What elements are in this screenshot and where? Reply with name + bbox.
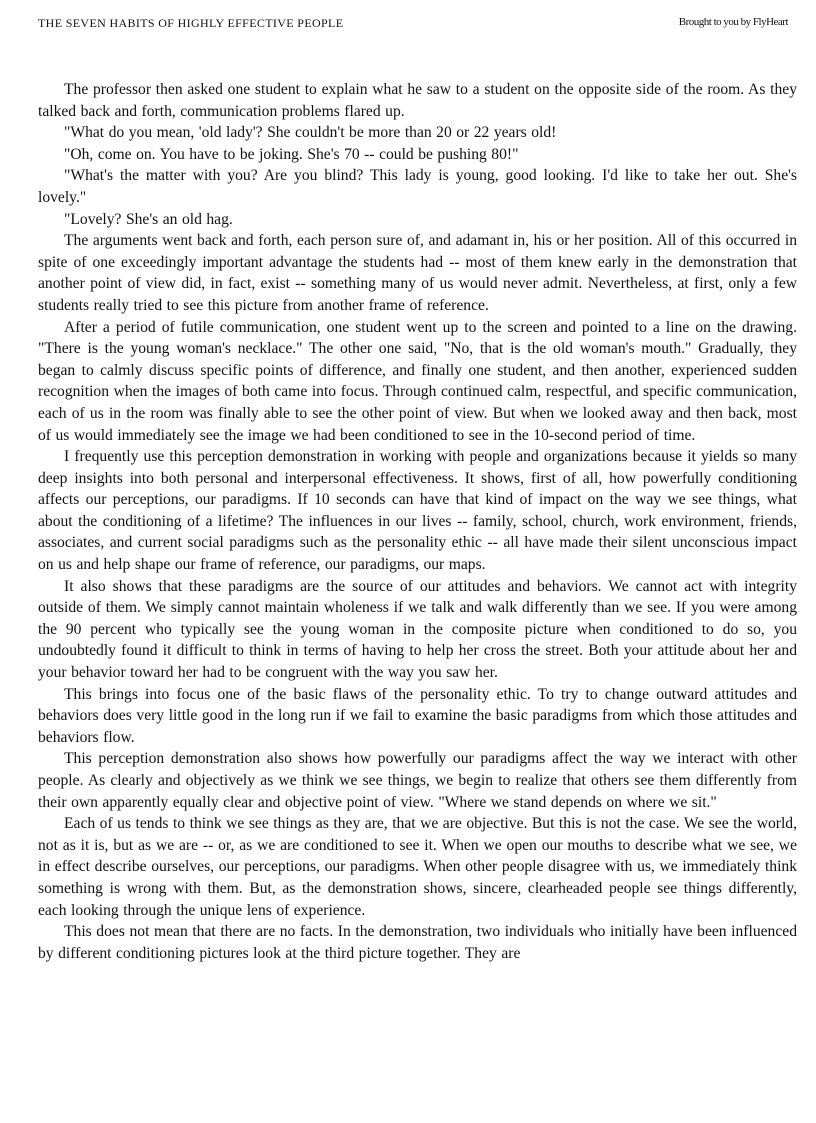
paragraph: I frequently use this perception demonstration in working with people and organizations because it yields so many deep insights into both personal and interpersonal effectiveness. It shows, first of all, how powerfully conditioning affects our perceptions, our paradigms. If 10 seconds can have that kind of impact on the way we see things, what about the conditioning of a lifetime? The influences in our lives -- family, school, church, work environment, friends, associates, and current social paradigms such as the personality ethic -- all have made their silent unconscious impact on us and help shape our frame of reference, our paradigms, our maps.: [38, 448, 797, 574]
page-header: [38, 16, 788, 36]
paragraph: "What's the matter with you? Are you blind? This lady is young, good looking. I'd like to take her out. She's lovely.": [38, 167, 797, 206]
paragraph: "Lovely? She's an old hag.: [64, 210, 233, 228]
paragraph: The arguments went back and forth, each person sure of, and adamant in, his or her position. All of this occurred in spite of one exceedingly important advantage the students had -- most of them knew early in the demonstration that another point of view did, in fact, exist -- something many of us would never admit. Nevertheless, at first, only a few students really tried to see this picture from another frame of reference.: [38, 232, 797, 314]
paragraph: This brings into focus one of the basic flaws of the personality ethic. To try to change outward attitudes and behaviors does very little good in the long run if we fail to examine the basic paradigms from which those attitudes and behaviors flow.: [38, 685, 797, 746]
credit-line: Brought to you by FlyHeart: [678, 16, 788, 28]
book-title: THE SEVEN HABITS OF HIGHLY EFFECTIVE PEOPLE: [38, 16, 344, 30]
paragraph: Each of us tends to think we see things as they are, that we are objective. But this is not the case. We see the world, not as it is, but as we are -- or, as we are conditioned to see it. When we open our mouths to describe what we see, we in effect describe ourselves, our perceptions, our paradigms. When other people disagree with us, we immediately think something is wrong with them. But, as the demonstration shows, sincere, clearheaded people see things differently, each looking through the unique lens of experience.: [38, 815, 797, 919]
paragraph: The professor then asked one student to explain what he saw to a student on the opposite side of the room. As they talked back and forth, communication problems flared up.: [38, 81, 797, 120]
paragraph: "What do you mean, 'old lady'? She couldn't be more than 20 or 22 years old!: [64, 124, 557, 142]
paragraph: "Oh, come on. You have to be joking. She's 70 -- could be pushing 80!": [64, 145, 519, 163]
paragraph: It also shows that these paradigms are the source of our attitudes and behaviors. We cannot act with integrity outside of them. We simply cannot maintain wholeness if we talk and walk differently than we see. If you were among the 90 percent who typically see the young woman in the composite picture when conditioned to do so, you undoubtedly found it difficult to think in terms of having to help her cross the street. Both your attitude about her and your behavior toward her had to be congruent with the way you saw her.: [38, 577, 797, 682]
page-body: [38, 79, 797, 964]
paragraph: After a period of futile communication, one student went up to the screen and pointed to a line on the drawing. "There is the young woman's necklace." The other one said, "No, that is the old woman's mouth." Gradually, they began to calmly discuss specific points of difference, and finally one student, and then another, experienced sudden recognition when the images of both came into focus. Through continued calm, respectful, and specific communication, each of us in the room was finally able to see the other point of view. But when we looked away and then back, most of us would immediately see the image we had been conditioned to see in the 10-second period of time.: [38, 318, 797, 444]
paragraph: This does not mean that there are no facts. In the demonstration, two individuals who initially have been influenced by different conditioning pictures look at the third picture together. They are: [38, 923, 797, 962]
paragraph: This perception demonstration also shows how powerfully our paradigms affect the way we interact with other people. As clearly and objectively as we think we see things, we begin to realize that others see them differently from their own apparently equally clear and objective point of view. "Where we stand depends on where we sit.": [38, 750, 797, 811]
